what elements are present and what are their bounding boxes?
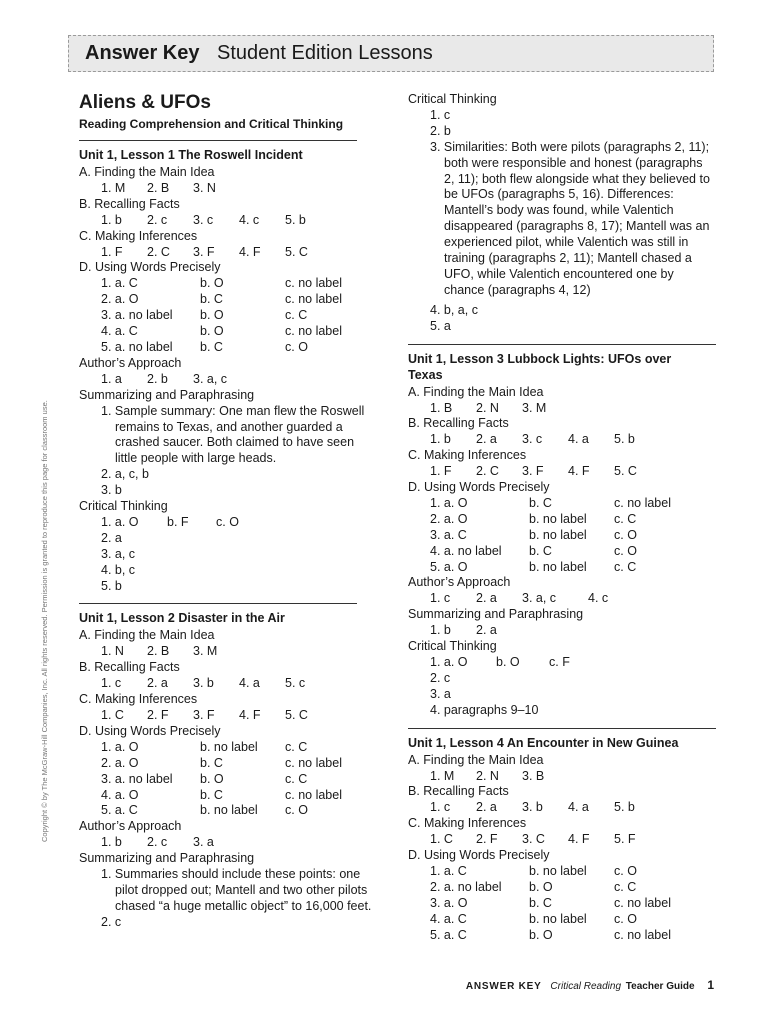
header-subtitle: Student Edition Lessons [217,42,433,64]
answer: 2. C [476,464,499,479]
answer: b. O [200,324,224,339]
answer: 5. C [614,464,637,479]
section-heading: B. Recalling Facts [79,660,180,675]
answer: b. C [200,755,223,770]
answer-row [79,324,357,340]
answer: 3. a, c [522,591,557,606]
answer: 5. b [614,800,635,815]
answer-row [408,560,716,576]
answer: 1. F [430,464,452,479]
answer: 1. c [430,591,451,606]
answer: 2. F [476,832,498,847]
answer: 1. c [430,800,451,815]
answer-row [408,401,716,417]
answer: 3. b [522,800,543,815]
answer: 5. b [101,578,122,593]
answer: 1. M [101,180,126,195]
section-heading: C. Making Inferences [408,448,527,463]
answer: 5. b [285,212,306,227]
answer: c. O [285,803,308,818]
answer: b. no label [529,511,587,526]
answer: c. no label [285,755,342,770]
answer: 1. c [430,107,451,122]
section-heading: A. Finding the Main Idea [79,165,215,179]
answer: 5. F [614,832,636,847]
answer: c. C [285,739,308,754]
answer: b. C [200,339,223,354]
page-number: 1 [707,978,714,992]
answer: 1. a. O [101,739,139,754]
answer-row [408,928,716,944]
answer-row [408,464,716,480]
answer-row [408,769,716,785]
answer: 5. a. C [101,803,138,818]
right-column [408,92,716,944]
answer: c. O [285,339,308,354]
answer: 4. a [239,676,260,691]
answer-row [408,432,716,448]
footer-guide: Teacher Guide [625,981,695,992]
lesson-1 [79,147,365,594]
answer: 3. c [522,432,543,447]
lesson-4 [408,735,716,944]
answer: 2. a [476,591,497,606]
answer-row [408,880,716,896]
answer-row [408,544,716,560]
answer-row [408,832,716,848]
answer: 4. a [568,800,589,815]
answer: b. O [200,308,224,323]
answer: c. no label [614,895,671,910]
answer: b. C [529,495,552,510]
lesson-2-continued [408,92,716,335]
answer: b. C [200,787,223,802]
answer: 4. a. C [430,911,467,926]
answer: c. C [285,308,308,323]
answer: 1. M [430,768,455,783]
answer: b. no label [529,863,587,878]
answer-row [408,623,716,639]
answer: 1. a. O [430,655,468,669]
answer: 2. a. O [101,292,139,307]
answer: 5. b [614,432,635,447]
answer: c. F [549,655,570,669]
answer-row [79,708,357,724]
section-heading: Critical Thinking [408,92,497,106]
answer: 1. a. O [101,514,139,529]
answer: 3. a. O [430,895,468,910]
section-heading: A. Finding the Main Idea [408,752,544,767]
answer: 2. a. no label [430,879,502,894]
answer: 3. B [522,768,545,783]
answer: 2. a. O [430,511,468,526]
answer: 4. F [568,832,590,847]
answer-row [79,340,357,356]
section-heading: D. Using Words Precisely [408,848,550,863]
answer: c. C [614,559,637,574]
answer-row [79,835,357,851]
copyright-text: Copyright © by The McGraw-Hill Companies, Inc. All rights reserved. Permission is granted to reproduce this page for classroom use. [40,400,49,842]
answer-row [79,372,357,388]
answer: 3. a [430,686,451,701]
answer: 1. N [101,644,124,659]
answer: 2. N [476,768,499,783]
answer-row [408,528,716,544]
answer-row [79,276,357,292]
answer-paragraph: 1. Summaries should include these points: one pilot dropped out; Mantell and two other pilots chased “a huge metallic object” to 16,000 feet. [101,867,372,913]
lesson-title: Unit 1, Lesson 4 An Encounter in New Guinea [408,735,679,750]
answer: b. no label [529,527,587,542]
answer: 2. b [147,371,168,386]
answer-row [79,756,357,772]
answer: 1. B [430,400,453,415]
answer: 2. C [147,244,170,259]
answer-row [79,803,357,819]
answer: 2. B [147,180,170,195]
answer: 4. F [239,708,261,722]
answer: 2. a, c, b [101,467,149,482]
answer: 2. N [476,400,499,415]
section-heading: C. Making Inferences [79,692,198,707]
answer: 2. c [430,670,451,685]
answer: c. no label [285,324,342,339]
answer: 2. c [147,835,168,850]
answer-row [79,772,357,788]
lesson-2 [79,610,372,930]
page-header [68,35,714,72]
answer: c. no label [614,495,671,510]
answer: 2. c [101,914,122,929]
answer: 3. a. C [430,527,467,542]
answer-row [79,515,357,531]
page-title: Aliens & UFOs [79,92,211,113]
answer: 3. M [193,644,218,659]
answer: b. no label [200,739,258,754]
answer: 4. c [239,212,260,227]
lesson-title: Unit 1, Lesson 2 Disaster in the Air [79,611,285,626]
answer-row [408,496,716,512]
answer: 4. c [588,591,609,606]
answer-paragraph: 1. Sample summary: One man flew the Roswell remains to Texas, and another guarded a crashed saucer. Both claimed to have seen little people with large heads. [101,403,365,466]
answer: 4. F [239,244,261,259]
answer: c. O [614,527,637,542]
section-heading: Critical Thinking [79,499,168,514]
answer-row [408,800,716,816]
answer: b. O [496,655,520,669]
answer: 5. a [430,318,451,333]
answer-row [408,896,716,912]
answer: c. no label [285,292,342,307]
answer: b. F [167,514,189,529]
answer: 1. c [101,676,122,691]
answer: 2. a [476,623,497,638]
answer: 2. F [147,708,169,722]
section-heading: D. Using Words Precisely [408,480,550,495]
answer: b. C [529,543,552,558]
answer: 1. a. O [430,495,468,510]
answer-row [79,245,357,261]
answer-row [79,740,357,756]
answer: 3. a, c [101,546,136,561]
answer-row [408,512,716,528]
divider [408,344,716,345]
answer: c. C [285,771,308,786]
answer: 1. b [430,623,451,638]
answer: 3. b [101,483,122,498]
footer-label: ANSWER KEY [465,981,542,992]
page-subtitle: Reading Comprehension and Critical Thinking [79,117,344,131]
answer: 5. a. no label [101,339,173,354]
answer: c. C [614,511,637,526]
answer: 3. M [522,400,547,415]
answer: c. no label [285,787,342,802]
section-heading: D. Using Words Precisely [79,260,221,275]
section-heading: C. Making Inferences [408,816,527,831]
answer: 1. C [101,708,124,722]
answer: 2. a [476,432,497,447]
answer-key-label: Answer Key [85,42,200,64]
section-heading: B. Recalling Facts [408,416,509,431]
section-heading: Critical Thinking [408,639,497,654]
answer: b. C [200,292,223,307]
answer: 4. a. O [101,787,139,802]
answer: 1. b [430,432,451,447]
answer: 2. a. O [101,755,139,770]
answer: c. O [216,514,239,529]
answer: 3. c [193,212,214,227]
answer: 3. N [193,180,216,195]
answer: 2. c [147,212,168,227]
answer-row [79,181,357,197]
answer-row [79,292,357,308]
divider [79,140,357,141]
answer: 3. a [193,835,214,850]
answer: 3. F [522,464,544,479]
answer: b. no label [200,803,258,818]
answer: 3. C [522,832,545,847]
lesson-title: Unit 1, Lesson 3 Lubbock Lights: UFOs over Texas [408,351,672,382]
page-footer [466,978,714,992]
answer: 1. b [101,835,122,850]
answer: c. O [614,863,637,878]
section-heading: Author’s Approach [79,355,182,370]
answer: 4. b, c [101,562,136,577]
answer: 3. a. no label [101,308,173,323]
section-heading: B. Recalling Facts [79,196,180,211]
answer: 5. a. O [430,559,468,574]
answer: 2. B [147,644,170,659]
answer: 4. F [568,464,590,479]
section-heading: Summarizing and Paraphrasing [79,387,255,402]
answer: b. C [529,895,552,910]
section-heading: B. Recalling Facts [408,784,509,799]
left-column [79,92,372,931]
answer: 5. c [285,676,306,691]
answer-row [79,308,357,324]
answer: b. no label [529,911,587,926]
answer: c. no label [614,927,671,942]
answer-row [408,864,716,880]
answer-row [408,591,716,607]
answer: 2. a [147,676,168,691]
answer: c. O [614,911,637,926]
section-heading: D. Using Words Precisely [79,723,221,738]
answer: 1. C [430,832,453,847]
answer-row [79,788,357,804]
answer: 4. a. C [101,324,138,339]
answer: 1. b [101,212,122,227]
footer-book: Critical Reading [550,981,622,992]
answer: 3. b [193,676,214,691]
answer: 4. a. no label [430,543,502,558]
answer: 1. F [101,244,123,259]
section-heading: A. Finding the Main Idea [408,384,544,399]
answer-row [408,655,716,671]
answer: c. O [614,543,637,558]
answer: 3. F [193,708,215,722]
answer: 5. C [285,244,308,259]
section-heading: C. Making Inferences [79,228,198,243]
divider [79,603,357,604]
answer: b. no label [529,559,587,574]
answer: 3. a, c [193,371,228,386]
answer: c. C [614,879,637,894]
section-heading: A. Finding the Main Idea [79,628,215,643]
answer: c. no label [285,276,342,291]
answer: b. O [529,879,553,894]
answer: 2. b [430,123,451,138]
lesson-title: Unit 1, Lesson 1 The Roswell Incident [79,148,303,162]
lesson-3 [408,351,716,719]
answer-row [79,676,357,692]
answer: b. O [200,276,224,291]
answer-paragraph: 3. Similarities: Both were pilots (paragraphs 2, 11); both were responsible and honest (paragraphs 2, 11); both flew alongside what they believed to be UFOs (paragraphs 5, 16). Differences: Mantell’s body was found, while Valentich disappeared (paragraphs 8, 17); Mantell was an experienced pilot, while Valentich was still in training (paragraphs 2, 11); Mantell chased a UFO, while Valentich encountered one by chance (paragraphs 4, 12) [430,139,710,297]
answer-row [79,644,357,660]
divider [408,728,716,729]
section-heading: Author’s Approach [79,819,182,834]
answer: b. O [200,771,224,786]
answer: 4. a [568,432,589,447]
answer: 1. a. C [101,276,138,291]
answer: 1. a [101,371,122,386]
section-heading: Summarizing and Paraphrasing [408,607,584,622]
answer: 4. b, a, c [430,302,478,317]
section-heading: Summarizing and Paraphrasing [79,851,255,866]
answer: 5. a. C [430,927,467,942]
answer: 2. a [101,530,122,545]
answer-row [79,213,357,229]
answer: 4. paragraphs 9–10 [430,702,539,717]
answer: b. O [529,927,553,942]
section-heading: Author’s Approach [408,575,511,590]
answer-row [408,912,716,928]
answer: 2. a [476,800,497,815]
answer: 3. a. no label [101,771,173,786]
answer: 5. C [285,708,308,722]
answer: 1. a. C [430,863,467,878]
copyright-notice [40,400,54,842]
answer: 3. F [193,244,215,259]
